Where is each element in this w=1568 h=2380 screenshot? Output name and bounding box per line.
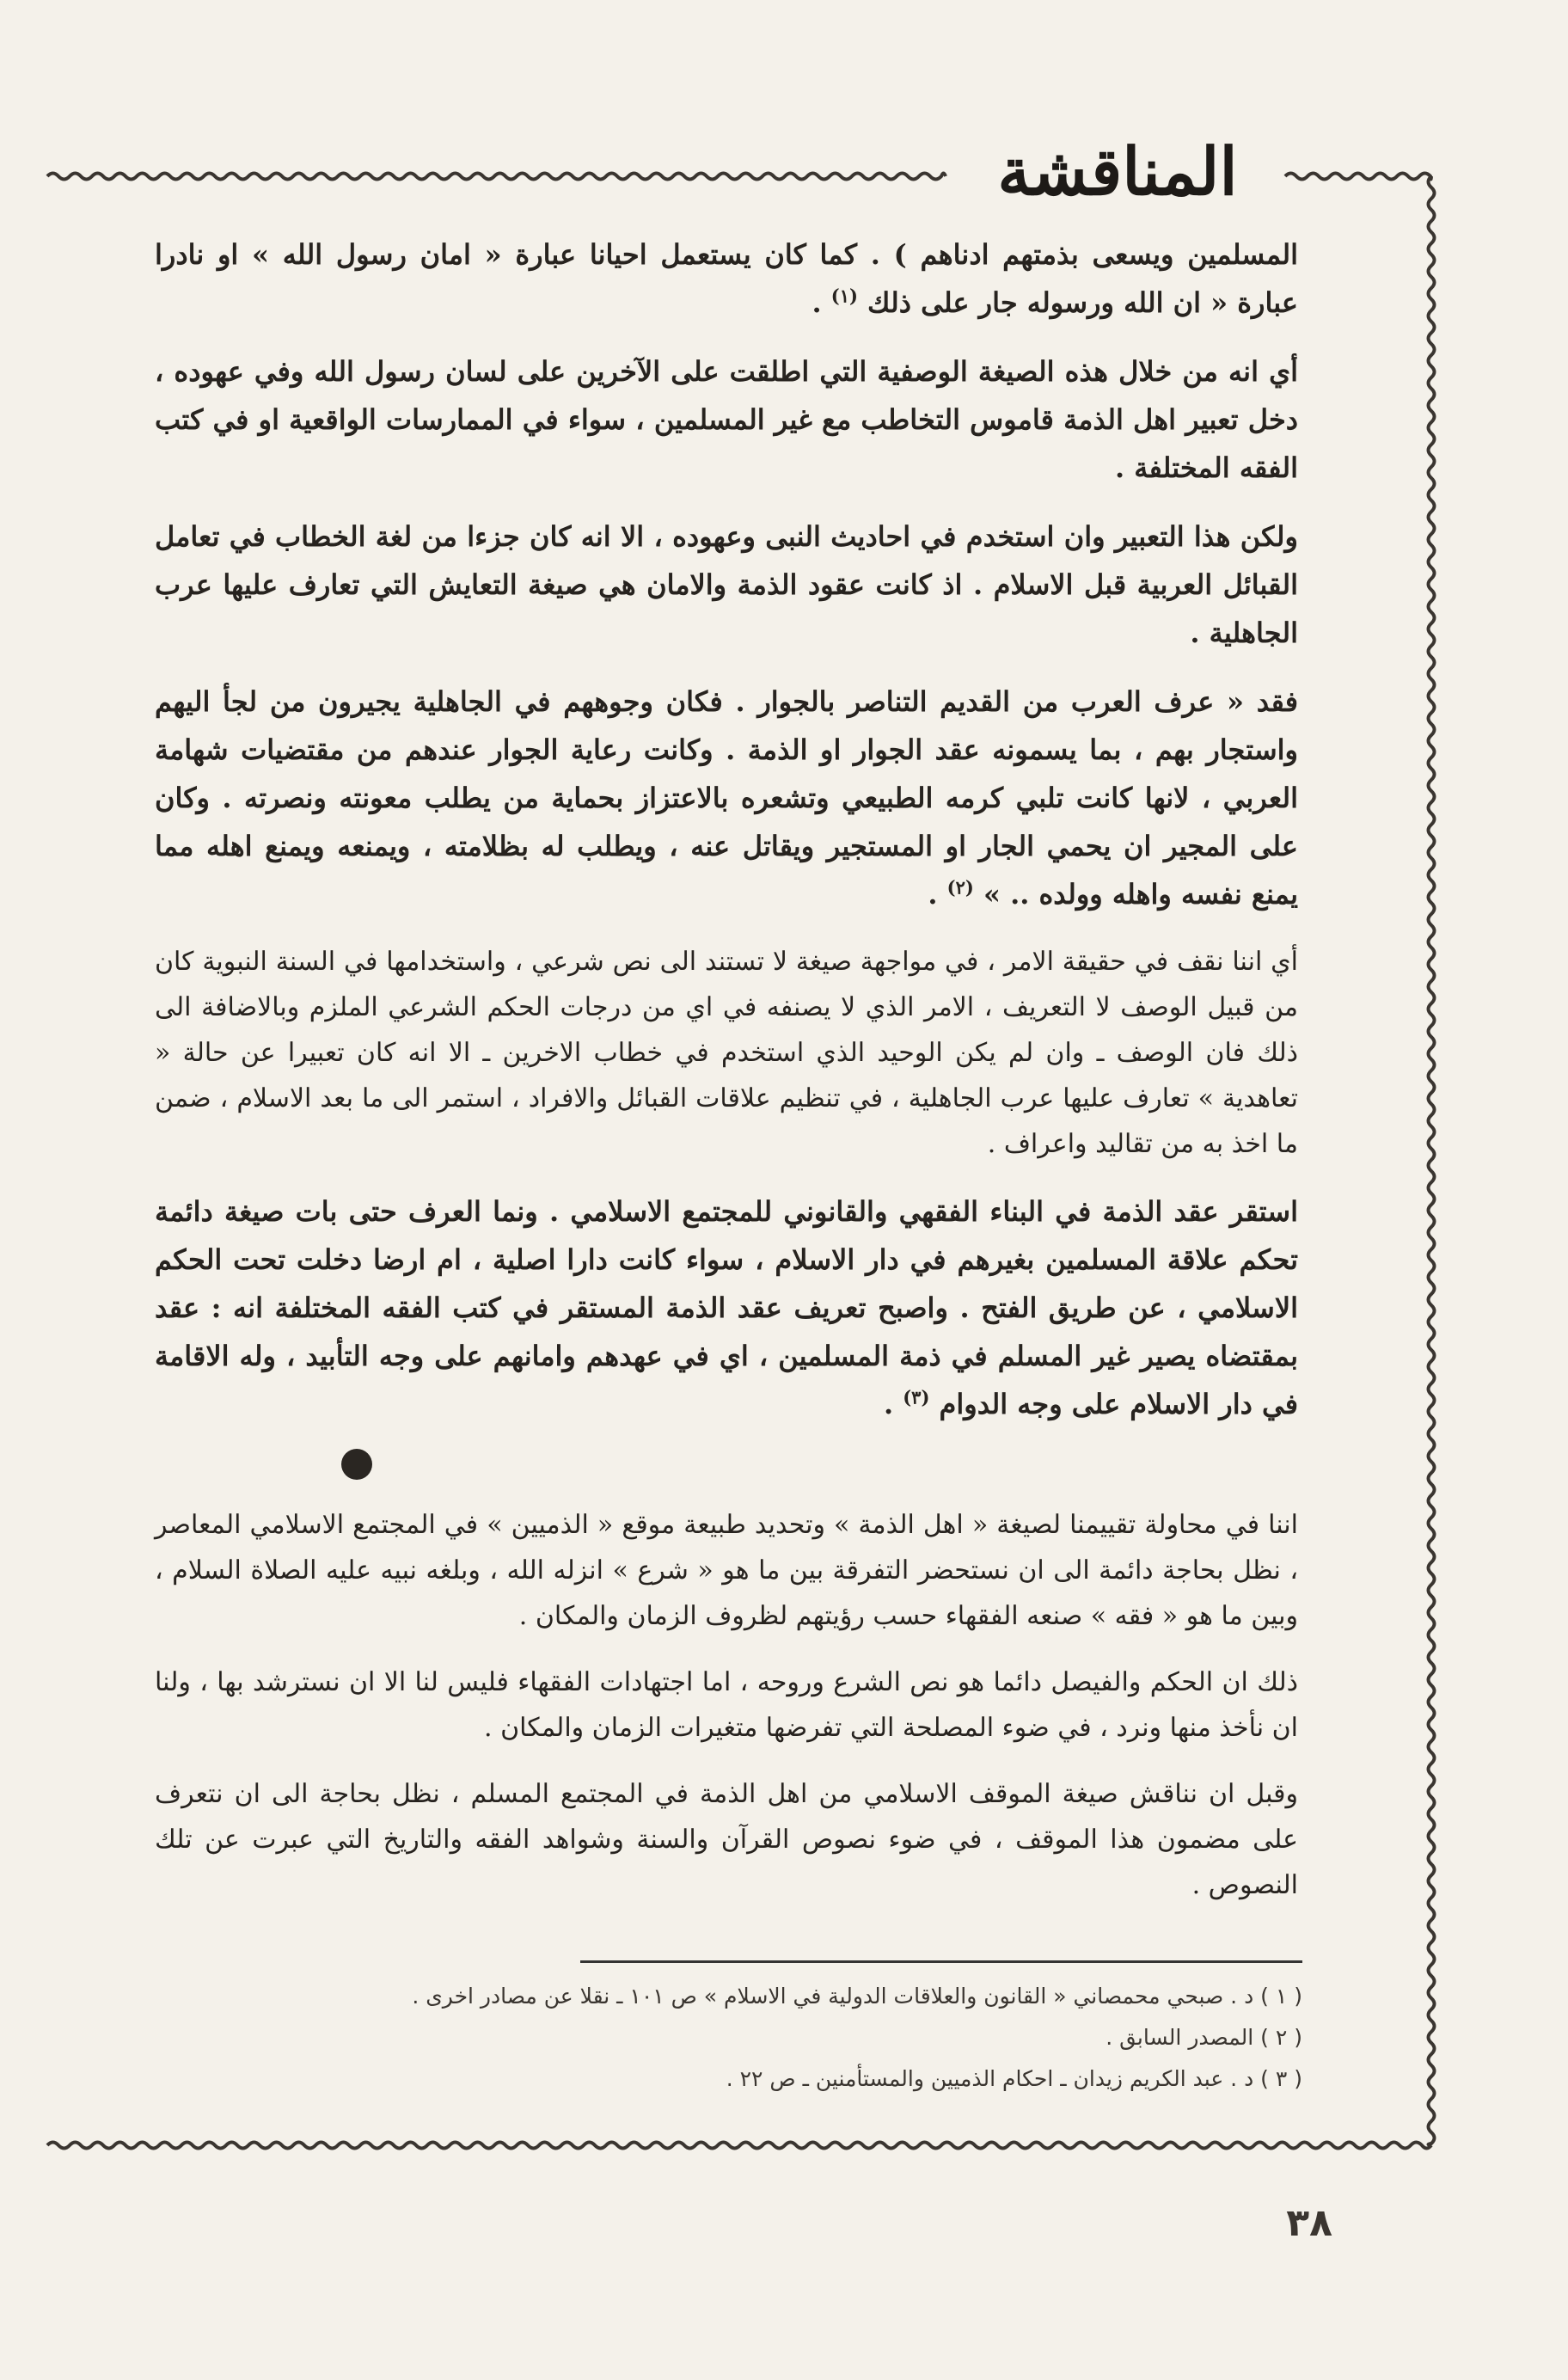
footnote: ( ٢ ) المصدر السابق . [1106, 2025, 1302, 2050]
article-body [155, 230, 1298, 1929]
wavy-border-top-left [47, 174, 946, 180]
paragraph: فقد « عرف العرب من القديم التناصر بالجوار . فكان وجوههم في الجاهلية يجيرون من لجأ اليهم واستجار بهم ، بما يسمونه عقد الجوار او الذمة . وكانت رعاية الجوار عندهم من مقتضيات شهامة العربي ، لانها كانت تلبي كرمه الطبيعي وتشعره بالاعتزاز بحماية من يطلب معونته ونصرته . وكان على المجير ان يحمي الجار او المستجير ويقاتل عنه ، ويطلب له بظلامته ، ويمنعه ويمنع اهله مما يمنع نفسه واهله وولده .. » $^{(٢)}$ . [155, 685, 1298, 911]
wavy-border-bottom [47, 2143, 1431, 2149]
section-header-title: المناقشة [954, 129, 1281, 215]
section-divider-dot [341, 1449, 372, 1480]
page-number: ٣٨ [1286, 2201, 1332, 2245]
footnote-ref: (١) [830, 285, 858, 307]
paragraph: استقر عقد الذمة في البناء الفقهي والقانوني للمجتمع الاسلامي . ونما العرف حتى بات صيغة دائمة تحكم علاقة المسلمين بغيرهم في دار الاسلام ، سواء كانت دارا اصلية ، ام ارضا دخلت تحت الحكم الاسلامي ، عن طريق الفتح . واصبح تعريف عقد الذمة المستقر في كتب الفقه المختلفة انه : عقد بمقتضاه يصير غير المسلم في ذمة المسلمين ، اي في عهدهم وامانهم على وجه التأبيد ، وله الاقامة في دار الاسلام على وجه الدوام $^{(٣)}$ . [155, 1195, 1299, 1420]
footnote: ( ١ ) د . صبحي محمصاني « القانون والعلاقات الدولية في الاسلام » ص ١٠١ ـ نقلا عن مصادر اخرى . [412, 1984, 1302, 2009]
paragraph: المسلمين ويسعى بذمتهم ادناهم ) . كما كان يستعمل احيانا عبارة « امان رسول الله » او نادرا عبارة « ان الله ورسوله جار على ذلك $^{(١)}$ . [155, 238, 1298, 319]
footnote: ( ٣ ) د . عبد الكريم زيدان ـ احكام الذميين والمستأمنين ـ ص ٢٢ . [726, 2066, 1302, 2091]
footnote-ref: (٢) [946, 876, 974, 899]
paragraph: اننا في محاولة تقييمنا لصيغة « اهل الذمة » وتحديد طبيعة موقع « الذميين » في المجتمع الاسلامي المعاصر ، نظل بحاجة دائمة الى ان نستحضر التفرقة بين ما هو « شرع » انزله الله ، وبلغه نبيه عليه الصلاة السلام ، وبين ما هو « فقه » صنعه الفقهاء حسب رؤيتهم لظروف الزمان والمكان . [155, 1510, 1298, 1631]
paragraph: أي انه من خلال هذه الصيغة الوصفية التي اطلقت على الآخرين على لسان رسول الله وفي عهوده ، دخل تعبير اهل الذمة قاموس التخاطب مع غير المسلمين ، سواء في الممارسات الواقعية او في كتب الفقه المختلفة . [155, 355, 1298, 484]
paragraph: أي اننا نقف في حقيقة الامر ، في مواجهة صيغة لا تستند الى نص شرعي ، واستخدامها في السنة النبوية كان من قبيل الوصف لا التعريف ، الامر الذي لا يصنفه في اي من درجات الحكم الشرعي الملزم وبالاضافة الى ذلك فان الوصف ـ وان لم يكن الوحيد الذي استخدم في خطاب الاخرين ـ الا انه كان تعبيرا عن حالة « تعاهدية » تعارف عليها عرب الجاهلية ، في تنظيم علاقات القبائل والافراد ، استمر الى ما بعد الاسلام ، ضمن ما اخذ به من تقاليد واعراف . [155, 947, 1298, 1159]
paragraph: ذلك ان الحكم والفيصل دائما هو نص الشرع وروحه ، اما اجتهادات الفقهاء فليس لنا الا ان نسترشد بها ، ولنا ان نأخذ منها ونرد ، في ضوء المصلحة التي تفرضها متغيرات الزمان والمكان . [155, 1667, 1298, 1743]
footnotes [155, 1976, 1302, 2100]
wavy-border-right [1429, 176, 1435, 2145]
paragraph: وقبل ان نناقش صيغة الموقف الاسلامي من اهل الذمة في المجتمع المسلم ، نظل بحاجة الى ان نتعرف على مضمون هذا الموقف ، في ضوء نصوص القرآن والسنة وشواهد الفقه والتاريخ التي عبرت عن تلك النصوص . [155, 1779, 1298, 1900]
footnote-ref: (٣) [903, 1386, 930, 1408]
paragraph: ولكن هذا التعبير وان استخدم في احاديث النبى وعهوده ، الا انه كان جزءا من لغة الخطاب في تعامل القبائل العربية قبل الاسلام . اذ كانت عقود الذمة والامان هي صيغة التعايش التي تعارف عليها عرب الجاهلية . [155, 520, 1299, 649]
wavy-border-top-right [1285, 174, 1431, 180]
footnote-separator [580, 1960, 1302, 1963]
